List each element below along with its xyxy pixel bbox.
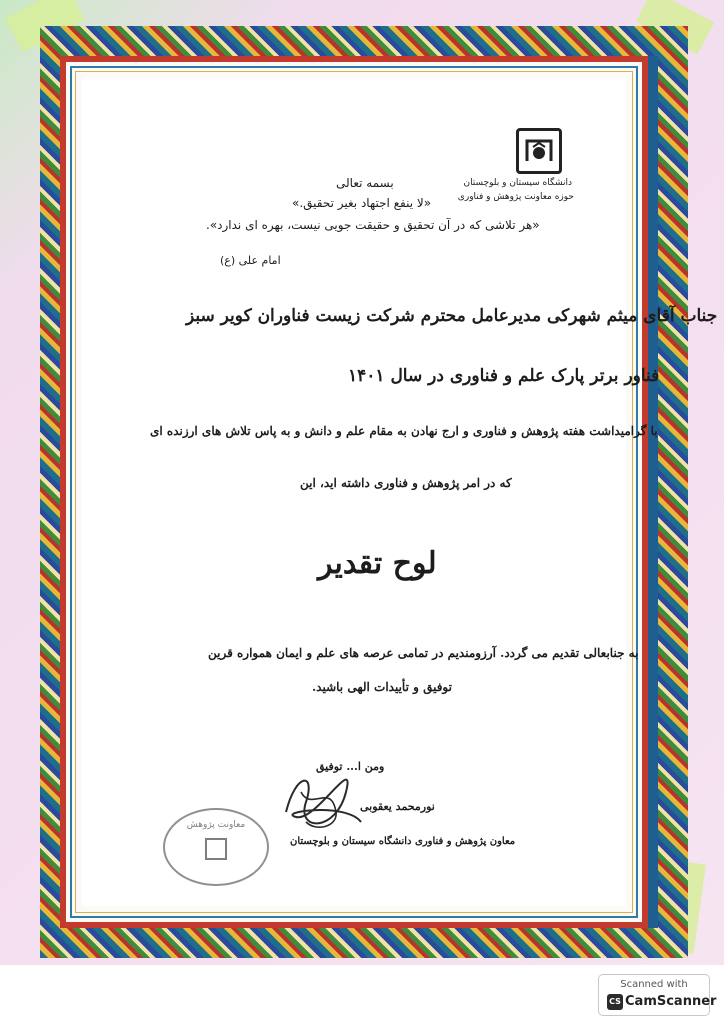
university-name: دانشگاه سیستان و بلوچستان	[463, 178, 572, 188]
seal-text: معاونت پژوهش	[186, 820, 246, 830]
signer-name: نورمحمد یعقوبی	[360, 800, 435, 813]
body-line-1: با گرامیداشت هفته پژوهش و فناوری و ارج نهادن به مقام علم و دانش و به پاس تلاش های ارزنده ای	[150, 424, 658, 438]
official-seal	[163, 808, 269, 886]
seal-emblem-icon	[205, 838, 227, 860]
university-office: حوزه معاونت پژوهش و فناوری	[457, 192, 574, 202]
university-logo-icon	[516, 128, 562, 174]
body-line-2: که در امر پژوهش و فناوری داشته اید، این	[300, 476, 512, 490]
camscanner-logo-icon: CS	[607, 994, 623, 1010]
closing-line-2: توفیق و تأییدات الهی باشید.	[312, 680, 452, 694]
hadith-arabic: «لا ینفع اجتهاد بغیر تحقیق.»	[292, 196, 432, 210]
hadith-persian: «هر تلاشی که در آن تحقیق و حقیقت جویی نیست، بهره ای ندارد».	[206, 218, 540, 232]
recipient-line-2: فناور برتر پارک علم و فناوری در سال ۱۴۰۱	[348, 366, 660, 386]
scanned-with-label: Scanned with	[620, 979, 688, 990]
recipient-line-1: جناب آقای میثم شهرکی مدیرعامل محترم شرکت زیست فناوران کویر سبز	[186, 306, 718, 326]
camscanner-watermark	[598, 974, 717, 1016]
signature-icon	[276, 762, 366, 842]
bismillah: بسمه تعالی	[336, 176, 394, 190]
certificate-heading: لوح تقدیر	[318, 546, 437, 581]
hadith-source: امام علی (ع)	[220, 254, 281, 267]
closing-line-1: به جنابعالی تقدیم می گردد. آرزومندیم در تمامی عرصه های علم و ایمان همواره قرین	[208, 646, 639, 660]
closing-phrase: ومن ا... توفیق	[316, 760, 385, 773]
signer-title: معاون پژوهش و فناوری دانشگاه سیستان و بلوچستان	[290, 836, 516, 847]
camscanner-brand: CamScanner	[625, 994, 717, 1009]
